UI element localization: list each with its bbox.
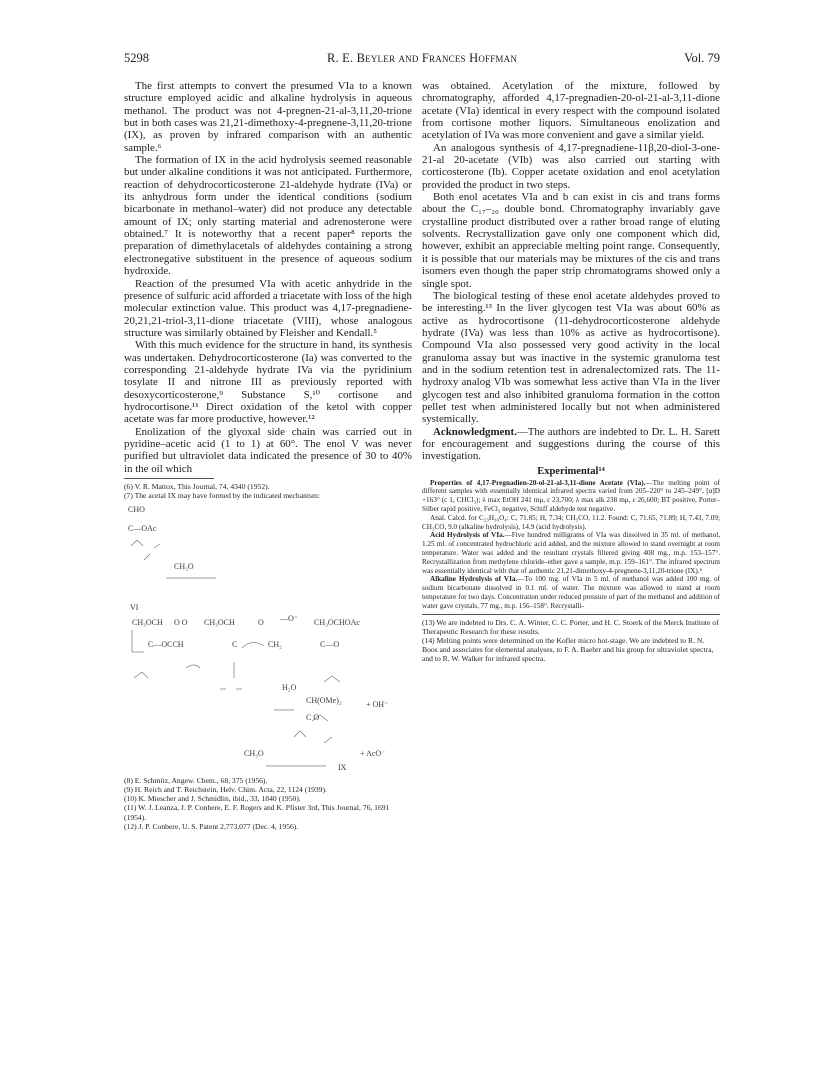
- scheme-label: —O⁻: [280, 614, 298, 624]
- scheme-label: O: [258, 618, 264, 628]
- body-paragraph: The formation of IX in the acid hydrolysis seemed reasonable but under alkaline conditions it was not anticipated. Furthermore, reaction of dehydrocorticosterone 21-aldehyde hydrate (IVa) or its anhydrous form under the identical conditions (sodium bicarbonate in methanol–water) did not produce any detectable amount of IX; only starting material and adrenosterone were obtained.⁷ It is noteworthy that a recent paper⁸ reports the preparation of dimethylacetals of aldehydes containing a strong electronegative substituent in the presence of aqueous sodium hydroxide.: [124, 154, 412, 278]
- running-header: [124, 50, 720, 66]
- body-paragraph: Reaction of the presumed VIa with acetic anhydride in the presence of sulfuric acid afforded a triacetate with loss of the high molecular extinction value. This product was 4,17-pregnadiene-20,21,21-triol-3,11-dione triacetate (VIII), whose analogous structure was similarly obtained by Fleisher and Kendall.⁵: [124, 277, 412, 339]
- scheme-label: IX: [338, 763, 347, 773]
- volume-number: Vol. 79: [684, 51, 720, 65]
- scheme-label: + AcO⁻: [360, 749, 386, 759]
- scheme-label: C: [232, 640, 238, 650]
- analysis-paragraph: Anal. Calcd. for C₂₃H₃₀O₄: C, 71.85; H, 7.34; CH₃CO, 11.2. Found: C, 71.65, 71.89; H, 7.43, 7.09; CH₃CO, 9.0 (alkaline hydrolysis), 14.9 (acid hydrolysis).: [422, 513, 720, 531]
- body-paragraph: An analogous synthesis of 4,17-pregnadiene-11β,20-diol-3-one-21-al 20-acetate (VIb) was also carried out starting with corticosterone (Ib). Copper acetate oxidation and enol acetylation provided the product in two steps.: [422, 141, 720, 191]
- experimental-text: —Five hundred milligrams of VIa was dissolved in 35 ml. of methanol, 1.25 ml. of concentrated hydrochloric acid added, and the mixture allowed to stand overnight at room temperature. Water was added and the resultant crystals filtered giving 408 mg., m.p. 153–157°. Recrystallization from methylene chloride–ether gave a sample, m.p. 159–161°. The infrared spectrum was essentially identical with that of authentic 21,21-dimethoxy-4-pregnene-3,11,20-trione (IX).⁶: [422, 531, 720, 575]
- acetal-mechanism-scheme: [124, 500, 412, 776]
- scheme-label: VI: [130, 603, 139, 613]
- scheme-label: + OH⁻: [366, 700, 389, 710]
- footnotes-right: [422, 618, 720, 663]
- scheme-label: CH(OMe)₂: [306, 696, 342, 706]
- experimental-paragraph: [422, 531, 720, 575]
- experimental-paragraph: [422, 575, 720, 610]
- footnote: (11) W. J. Leanza, J. P. Conbere, E. F. Rogers and K. Pfister 3rd, This Journal, 76, 1691 (1954).: [124, 803, 390, 822]
- scheme-label: H₂O: [282, 683, 297, 693]
- scheme-label: CH₃OCH: [204, 618, 235, 628]
- footnotes-left-continued: [124, 776, 412, 831]
- page-number: 5298: [124, 51, 149, 65]
- footnote: (14) Melting points were determined on the Kofler micro hot-stage. We are indebted to R. N. Boos and associates for elemental analyses, to F. A. Baebrr and his group for ultraviolet spectra, and to R. W. Walker for infrared spectra.: [422, 635, 714, 663]
- running-title: R. E. Beyler and Frances Hoffman: [326, 51, 518, 65]
- body-paragraph: was obtained. Acetylation of the mixture, followed by chromatography, afforded 4,17-pregnadien-20-ol-21-al-3,11-dione acetate (VIa) identical in every respect with the compound isolated from cortisone mother liquors. Simultaneous enolization and acetylation of IVa was more convenient and gave a similar yield.: [422, 80, 720, 142]
- scheme-label: C—OCCH: [148, 640, 184, 650]
- experimental-text: —The melting point of different samples with essentially identical infrared spectra varied from 205–220° to 245–249°, [α]D +163° (c 1, CHCl₃); λ max EtOH 241 mμ, ε 23,700; λ max alk 238 mμ, ε 26,600; BT positive, Porter–Silber rapid positive, FeCl₃ negative, Schiff aldehyde test negative.: [422, 478, 720, 514]
- footnote: (7) The acetal IX may have formed by the indicated mechanism:: [124, 491, 320, 501]
- right-column: [422, 80, 720, 663]
- body-paragraph: With this much evidence for the structure in hand, its synthesis was undertaken. Dehydrocorticosterone (Ia) was converted to the corresponding 21-aldehyde hydrate IVa via the pyridinium tosylate II and nitrone III as previously reported with desoxycorticosterone,⁹ Substance S,¹⁰ cortisone and hydrocortisone.¹¹ Direct oxidation of the ketol with copper acetate was far more productive, however.¹²: [124, 339, 412, 426]
- acknowledgment-text: —The authors are indebted to Dr. L. H. Sarett for encouragement and suggestions during the course of this investigation.: [422, 425, 720, 463]
- footnote-divider: [422, 614, 720, 615]
- body-paragraph: The biological testing of these enol acetate aldehydes proved to be interesting.¹³ In the liver glycogen test VIa was about 60% as active as hydrocortisone (11-dehydrocorticosterone aldehyde hydrate (IVa) was less than 10% as active as hydrocortisone). Compound VIa also possessed very good activity in the local granuloma assay but was inactive in the systemic granuloma test and in the sodium retention test in adrenalectomized rats. The 11-hydroxy analog VIb was somewhat less active than VIa in the liver glycogen test and also inhibited granuloma formation in the cotton pellet test when administered locally but not when administered systemically.: [422, 289, 720, 426]
- footnote: (10) K. Miescher and J. Schmidlin, ibid., 33, 1840 (1950).: [124, 794, 301, 804]
- section-heading-experimental: Experimental¹⁴: [537, 465, 605, 477]
- acknowledgment: [422, 426, 720, 463]
- experimental-subhead: Alkaline Hydrolysis of VIa.: [430, 575, 518, 584]
- scheme-label: O O: [174, 618, 188, 628]
- footnotes-left: [124, 482, 412, 500]
- experimental-subhead: Acid Hydrolysis of VIa.: [430, 531, 505, 540]
- scheme-label: CH₃O: [174, 562, 194, 572]
- body-paragraph: Enolization of the glyoxal side chain was carried out in pyridine–acetic acid (1 to 1) at 60°. The enol V was never purified but ultraviolet data indicated the presence of 30 to 40% in the oil which: [124, 425, 412, 475]
- scheme-label: CH₃OCHOAc: [314, 618, 360, 628]
- scheme-label: C—OAc: [128, 524, 157, 534]
- experimental-text: —To 100 mg. of VIa in 5 ml. of methanol was added 100 mg. of sodium bicarbonate dissolved in 0.1 ml. of water. The mixture was allowed to stand at room temperature for two days. Concentration under reduced pressure of part of the methanol and addition of water gave crystals, 77 mg., m.p. 156–158°. Recrystalli-: [422, 575, 720, 610]
- scheme-label: CH₂: [268, 640, 282, 650]
- scheme-label: C—O: [320, 640, 340, 650]
- footnote: (8) E. Schmitz, Angew. Chem., 68, 375 (1956).: [124, 776, 268, 786]
- acknowledgment-label: Acknowledgment.: [433, 425, 517, 438]
- left-column: [124, 80, 412, 831]
- experimental-subhead: Properties of 4,17-Pregnadien-20-ol-21-al-3,11-dione Acetate (VIa).: [430, 478, 646, 487]
- footnote: (13) We are indebted to Drs. C. A. Winter, C. C. Porter, and H. C. Stoerk of the Merck Institute of Therapeutic Research for these results.: [422, 617, 719, 636]
- footnote: (12) J. P. Conbere, U. S. Patent 2,773,077 (Dec. 4, 1956).: [124, 821, 299, 831]
- footnote: (6) V. R. Mattox, This Journal, 74, 4340 (1952).: [124, 482, 270, 491]
- experimental-paragraph: [422, 479, 720, 514]
- scheme-label: CH₃OCH: [132, 618, 163, 628]
- body-paragraph: The first attempts to convert the presumed VIa to a known structure employed acidic and alkaline hydrolysis in aqueous methanol. The product was not 4-pregnen-21-al-3,11,20-trione but in both cases was 21,21-dimethoxy-4-pregnene-3,11,20-trione (IX), as proven by infrared comparison with an authentic sample.⁶: [124, 80, 412, 154]
- scheme-label: CHO: [128, 505, 145, 515]
- footnote: (9) H. Reich and T. Reichstein, Helv. Chim. Acta, 22, 1124 (1939).: [124, 785, 327, 795]
- body-paragraph: Both enol acetates VIa and b can exist in cis and trans forms about the C₁₇–₂₀ double bond. Chromatography invariably gave crystalline product distributed over a rather broad range of eluting solvents. Recrystallization gave only one component which did, however, exhibit an appreciable melting point range. Consequently, it is possible that our materials may be mixtures of the cis and trans isomers even though the paper strip chromatograms showed only a single spot.: [422, 191, 720, 290]
- scheme-label: CH₃O: [244, 749, 264, 759]
- scheme-bonds: [124, 500, 412, 776]
- footnote-divider: [124, 478, 214, 479]
- scheme-label: C O: [306, 713, 320, 723]
